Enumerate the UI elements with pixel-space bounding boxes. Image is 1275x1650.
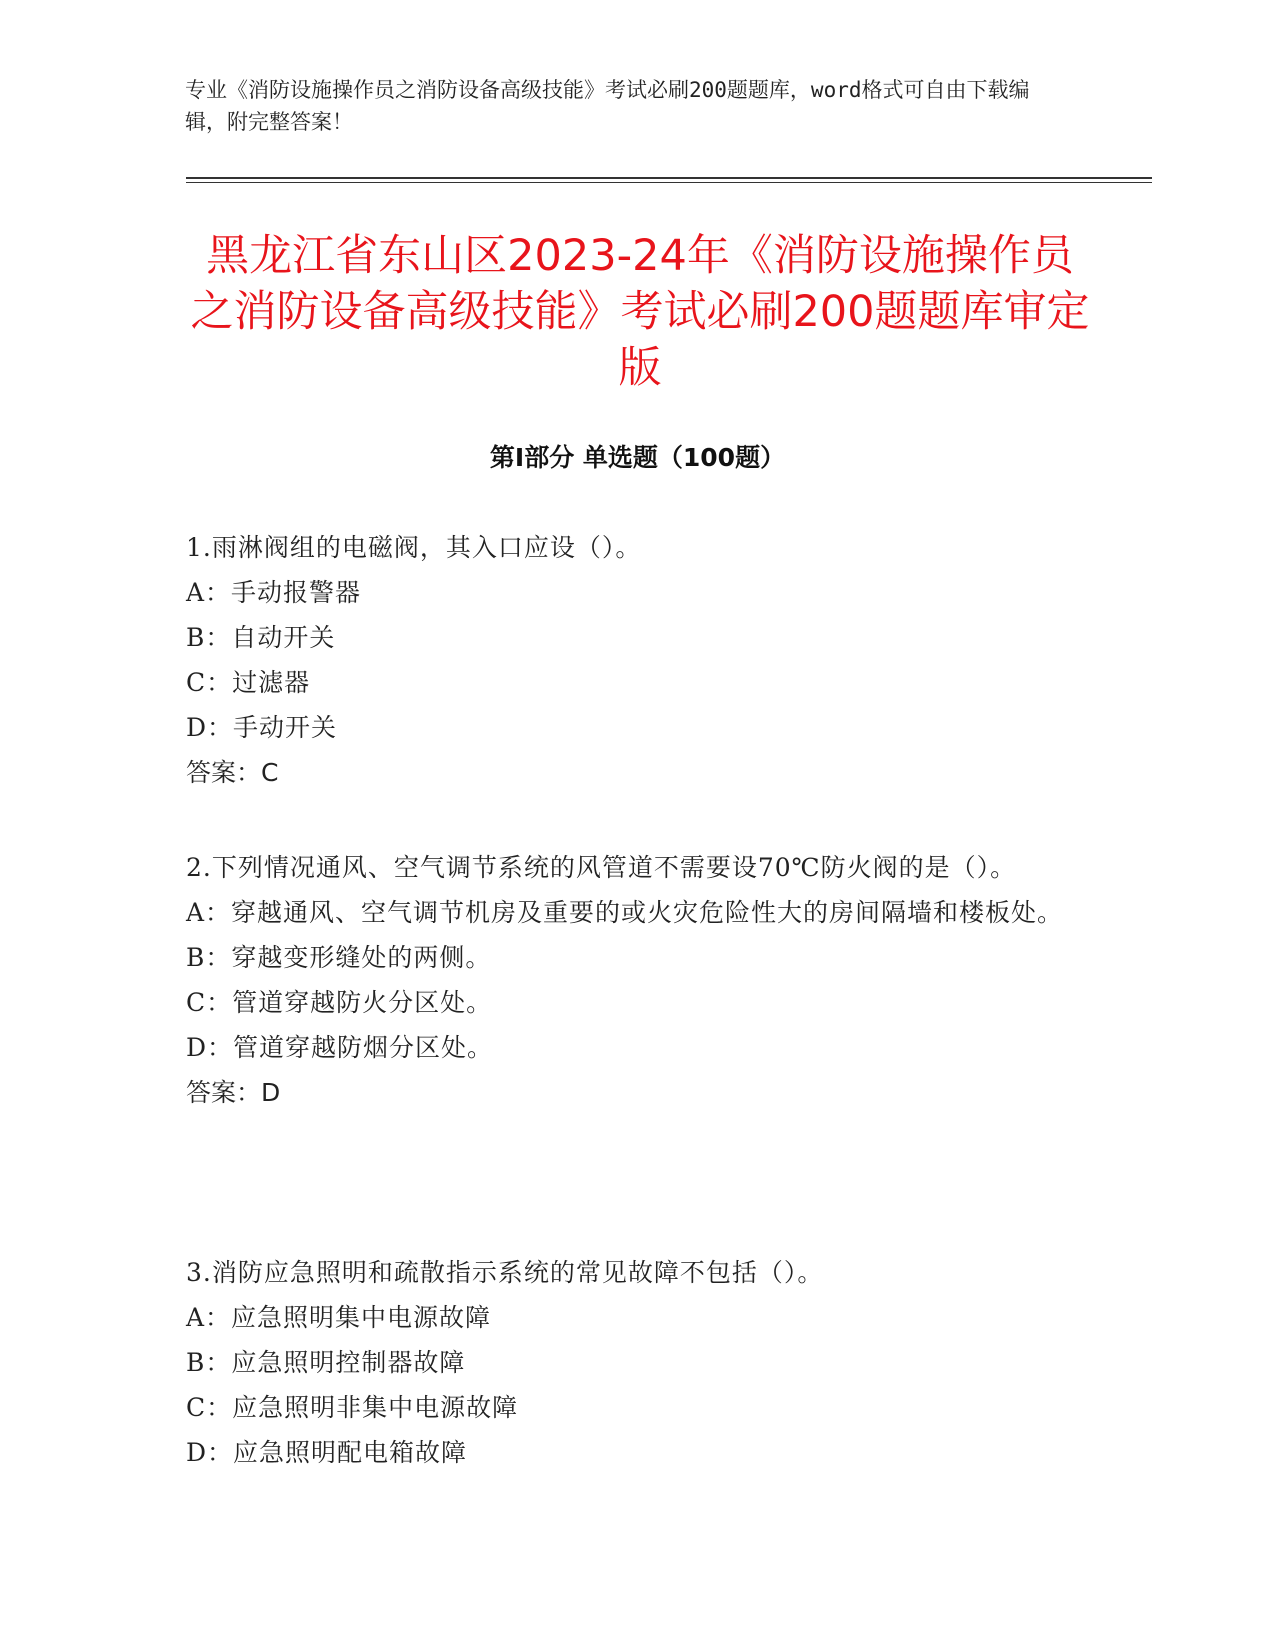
option-a: A：应急照明集中电源故障 <box>186 1303 492 1332</box>
answer: 答案：D <box>186 1078 281 1107</box>
question-stem: 2.下列情况通风、空气调节系统的风管道不需要设70℃防火阀的是（）。 <box>186 853 1017 882</box>
intro-text: 专业《消防设施操作员之消防设备高级技能》考试必刷200题题库，word格式可自由下载编辑，附完整答案！ <box>185 78 1030 134</box>
answer: 答案：C <box>186 758 279 787</box>
question-1 <box>186 525 1086 795</box>
option-b: B：穿越变形缝处的两侧。 <box>186 943 492 972</box>
document-title: 黑龙江省东山区2023-24年《消防设施操作员之消防设备高级技能》考试必刷200题题库审定版 <box>190 231 1090 393</box>
option-c: C：过滤器 <box>186 668 311 697</box>
option-a: A：手动报警器 <box>186 578 362 607</box>
header-divider-thin <box>186 182 1152 183</box>
option-b: B：自动开关 <box>186 623 336 652</box>
option-b: B：应急照明控制器故障 <box>186 1348 466 1377</box>
section-heading: 第Ⅰ部分 单选题（100题） <box>489 443 786 472</box>
option-d: D：手动开关 <box>186 713 338 742</box>
question-2 <box>186 845 1086 1115</box>
option-d: D：应急照明配电箱故障 <box>186 1438 468 1467</box>
question-3 <box>186 1250 1086 1475</box>
question-stem: 1.雨淋阀组的电磁阀，其入口应设（）。 <box>186 533 642 562</box>
header-divider <box>186 177 1152 179</box>
option-c: C：应急照明非集中电源故障 <box>186 1393 519 1422</box>
question-stem: 3.消防应急照明和疏散指示系统的常见故障不包括（）。 <box>186 1258 824 1287</box>
option-d: D：管道穿越防烟分区处。 <box>186 1033 494 1062</box>
option-c: C：管道穿越防火分区处。 <box>186 988 493 1017</box>
option-a: A：穿越通风、空气调节机房及重要的或火灾危险性大的房间隔墙和楼板处。 <box>186 898 1064 927</box>
